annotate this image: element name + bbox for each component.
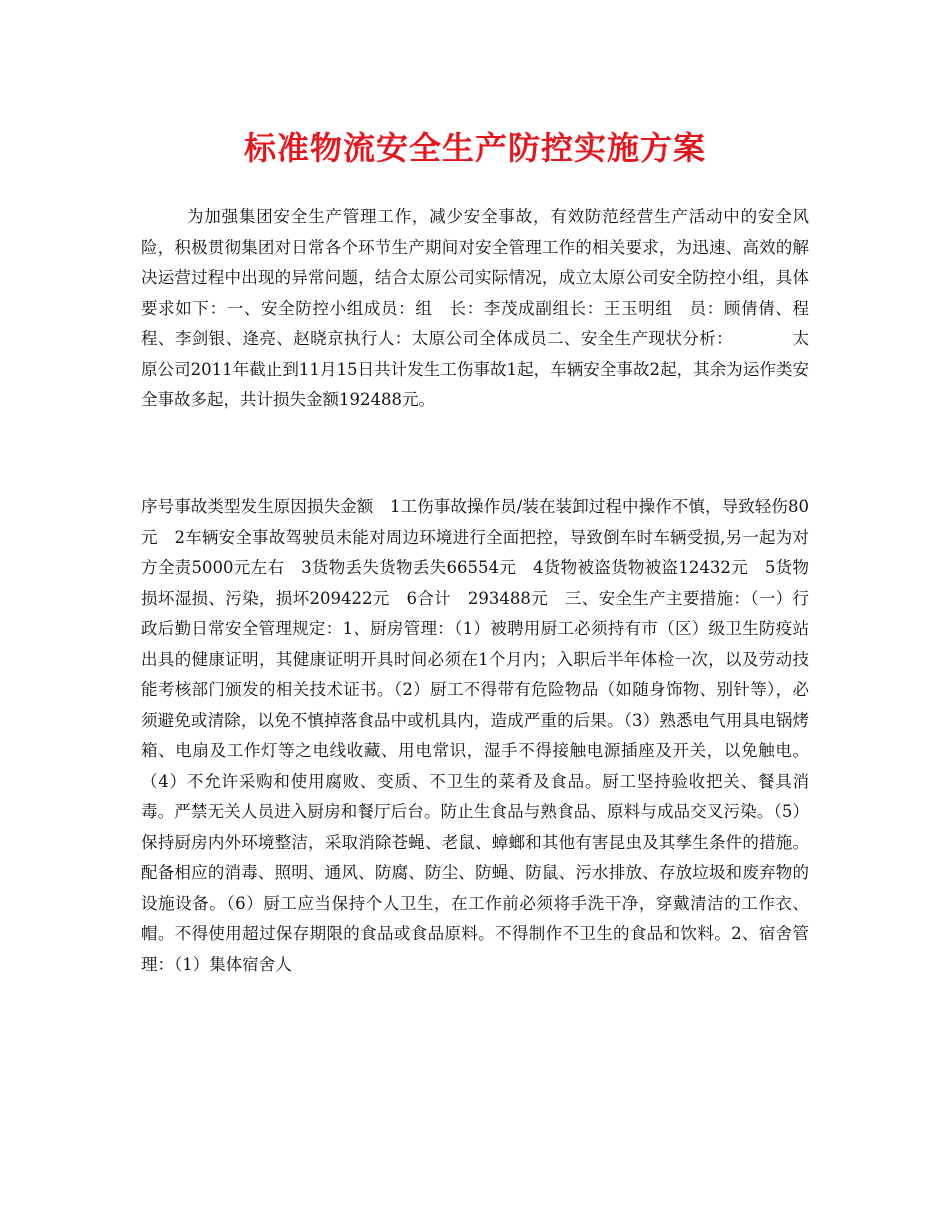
body-paragraph-accidents-and-measures: 序号事故类型发生原因损失金额 1工伤事故操作员/装在装卸过程中操作不慎，导致轻伤80元 2车辆安全事故驾驶员未能对周边环境进行全面把控，导致倒车时车辆受损,另一起为对方全责5000元左右 3货物丢失货物丢失66554元 4货物被盗货物被盗12432元 5货物损坏湿损、污染，损坏209422元 6合计 293488元 三、安全生产主要措施：（一）行政后勤日常安全管理规定：1、厨房管理：（1）被聘用厨工必须持有市（区）级卫生防疫站出具的健康证明，其健康证明开具时间必须在1个月内；入职后半年体检一次，以及劳动技能考核部门颁发的相关技术证书。（2）厨工不得带有危险物品（如随身饰物、别针等），必须避免或清除，以免不慎掉落食品中或机具内，造成严重的后果。（3）熟悉电气用具电锅烤箱、电扇及工作灯等之电线收藏、用电常识，湿手不得接触电源插座及开关，以免触电。（4）不允许采购和使用腐败、变质、不卫生的菜肴及食品。厨工坚持验收把关、餐具消毒。严禁无关人员进入厨房和餐厅后台。防止生食品与熟食品、原料与成品交叉污染。（5）保持厨房内外环境整洁，采取消除苍蝇、老鼠、蟑螂和其他有害昆虫及其孳生条件的措施。配备相应的消毒、照明、通风、防腐、防尘、防蝇、防鼠、污水排放、存放垃圾和废弃物的设施设备。（6）厨工应当保持个人卫生，在工作前必须将手洗干净，穿戴清洁的工作衣、帽。不得使用超过保存期限的食品或食品原料。不得制作不卫生的食品和饮料。2、宿舍管理：（1）集体宿舍人 [141,497,809,974]
body-paragraph-intro: 为加强集团安全生产管理工作，减少安全事故，有效防范经营生产活动中的安全风险，积极贯彻集团对日常各个环节生产期间对安全管理工作的相关要求，为迅速、高效的解决运营过程中出现的异常问题，结合太原公司实际情况，成立太原公司安全防控小组，具体要求如下：一、安全防控小组成员：组 长：李茂成副组长：王玉明组 员：顾倩倩、程程、李剑银、逄亮、赵晓京执行人：太原公司全体成员二、安全生产现状分析： 太原公司2011年截止到11月15日共计发生工伤事故1起，车辆安全事故2起，其余为运作类安全事故多起，共计损失金额192488元。 [141,207,809,409]
document-title: 标准物流安全生产防控实施方案 [243,129,706,167]
